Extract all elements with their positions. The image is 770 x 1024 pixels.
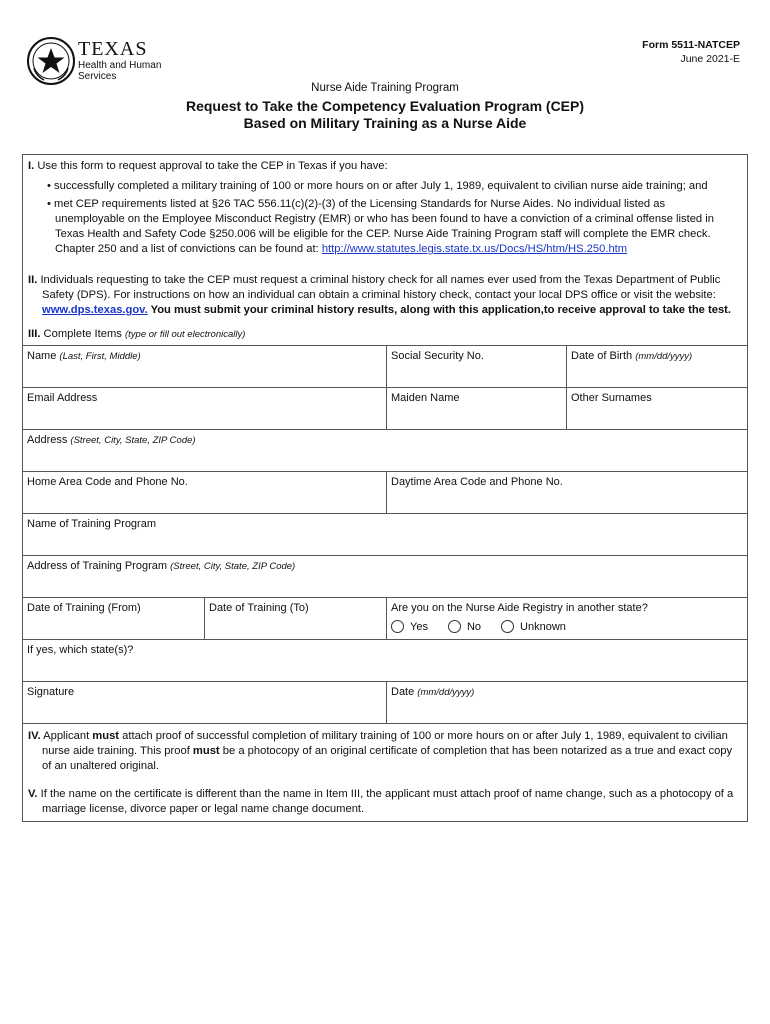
section-2-line-1: Individuals requesting to take the CEP must request a criminal history check for all names ever used from the Texas Department of Public: [40, 274, 721, 286]
address-hint: (Street, City, State, ZIP Code): [70, 435, 196, 446]
dob-label: Date of Birth: [571, 350, 636, 362]
radio-no[interactable]: [448, 620, 461, 633]
section-5-line-2: marriage license, divorce paper or legal name change document.: [42, 803, 365, 815]
section-4-number: IV.: [28, 730, 41, 742]
training-to-field[interactable]: [204, 598, 386, 639]
section-1-bullet-2: [47, 197, 739, 257]
fields-row-2: [23, 388, 747, 430]
address-label: Address: [27, 434, 71, 446]
radio-no-label: No: [466, 620, 482, 633]
radio-unknown[interactable]: [501, 620, 514, 633]
form-id: [642, 38, 740, 66]
section-4-line-3: of an unaltered original.: [42, 760, 159, 772]
section-4-must-1: must: [92, 730, 120, 742]
section-4-text-a: Applicant: [43, 730, 93, 742]
daytime-phone-field[interactable]: [386, 472, 747, 513]
section-5: [28, 787, 741, 817]
name-label: Name: [27, 350, 60, 362]
home-phone-label: Home Area Code and Phone No.: [27, 476, 188, 488]
section-5-line-1: If the name on the certificate is different than the name in Item III, the applicant must attach proof of name change, such as a photocopy of a: [40, 788, 734, 800]
training-program-address-hint: (Street, City, State, ZIP Code): [170, 561, 296, 572]
logo-line2: Health and Human: [78, 60, 162, 71]
hhs-logo: [26, 36, 166, 86]
section-4-text-b: attach proof of successful completion of military training of 100 or more hours on or after July 1, 1989, equivalent to civilian: [119, 730, 728, 742]
section-2-line-3: [28, 303, 741, 318]
section-4-text-d: be a photocopy of an original certificate of completion that has been notarized as a true and exact copy: [219, 745, 733, 757]
section-4-text-c: nurse aide training. This proof: [42, 745, 193, 757]
fields-row-1: [23, 346, 747, 388]
bullet-2-line-2: unemployable on the Employee Misconduct Registry (EMR) or who has been found to have a conviction of a criminal offense listed in: [55, 213, 714, 225]
fields-row-7: [23, 598, 747, 640]
signature-date-field[interactable]: [386, 682, 747, 723]
radio-yes-label: Yes: [410, 620, 428, 633]
dob-field[interactable]: [566, 346, 747, 387]
registry-question-label: Are you on the Nurse Aide Registry in another state?: [391, 602, 648, 614]
radio-yes[interactable]: [391, 620, 404, 633]
bullet-2-line-3: Texas Health and Safety Code §250.006 will be eligible for the CEP. Nurse Aide Training Program staff will complete the EMR check.: [55, 228, 711, 240]
section-2: [28, 273, 741, 318]
section-3-text: Complete Items: [43, 328, 125, 340]
bullet-2-line-4-text: Chapter 250 and a list of convictions can be found at:: [55, 243, 322, 255]
signature-label: Signature: [27, 686, 75, 698]
section-5-number: V.: [28, 788, 38, 800]
email-label: Email Address: [27, 392, 98, 404]
section-2-number: II.: [28, 274, 38, 286]
logo-texas: TEXAS: [78, 38, 148, 60]
signature-date-hint: (mm/dd/yyyy): [417, 687, 475, 698]
address-field[interactable]: [23, 430, 747, 471]
title-line2: Based on Military Training as a Nurse Aide: [243, 115, 527, 131]
section-3-heading: [28, 327, 741, 342]
section-3-number: III.: [28, 328, 41, 340]
form-date: June 2021-E: [680, 53, 740, 65]
fields-row-6: [23, 556, 747, 598]
bullet-2-line-4: [47, 242, 739, 257]
section-1-intro: [28, 159, 741, 174]
section-4-line-1: [28, 730, 728, 742]
training-from-field[interactable]: [23, 598, 204, 639]
section-1-bullet-1: • successfully completed a military training of 100 or more hours on or after July 1, 1989, equivalent to civilian nurse aide training; and: [47, 180, 708, 192]
statutes-link[interactable]: http://www.statutes.legis.state.tx.us/Docs/HS/htm/HS.250.htm: [321, 243, 628, 255]
training-program-address-field[interactable]: [23, 556, 747, 597]
training-program-name-label: Name of Training Program: [27, 518, 156, 530]
program-name: Nurse Aide Training Program: [311, 82, 459, 94]
daytime-phone-label: Daytime Area Code and Phone No.: [391, 476, 563, 488]
section-4-must-2: must: [192, 745, 220, 757]
logo-line3: Services: [78, 71, 117, 82]
application-fields-grid: [23, 345, 747, 698]
training-to-label: Date of Training (To): [209, 602, 309, 614]
registry-question: [386, 598, 747, 639]
form-box: [22, 154, 748, 822]
name-hint: (Last, First, Middle): [59, 351, 141, 362]
other-states-label: If yes, which state(s)?: [27, 644, 134, 656]
other-states-field[interactable]: [23, 640, 747, 681]
section-3-hint: (type or fill out electronically): [125, 329, 246, 340]
fields-row-9: [23, 682, 747, 724]
signature-date-label: Date: [391, 686, 418, 698]
section-4: [28, 729, 741, 774]
section-1-text: Use this form to request approval to take the CEP in Texas if you have:: [37, 160, 388, 172]
ssn-field[interactable]: [386, 346, 566, 387]
dps-link[interactable]: www.dps.texas.gov.: [42, 304, 148, 316]
fields-row-3: [23, 430, 747, 472]
page-title: [0, 98, 770, 132]
signature-field[interactable]: [23, 682, 386, 723]
texas-seal-icon: [26, 36, 76, 86]
section-2-bold-text: You must submit your criminal history results, along with this application,to receive approval to take the test.: [147, 304, 732, 316]
bullet-2-line-1: • met CEP requirements listed at §26 TAC 556.11(c)(2)-(3) of the Licensing Standards for Nurse Aides. No individual listed as: [47, 198, 666, 210]
ssn-label: Social Security No.: [391, 350, 484, 362]
section-4-line-2: [28, 744, 741, 759]
section-2-line-2: Safety (DPS). For instructions on how an individual can obtain a criminal history check, contact your local DPS office or visit the website:: [42, 289, 716, 301]
email-field[interactable]: [23, 388, 386, 429]
other-surnames-field[interactable]: [566, 388, 747, 429]
training-program-address-label: Address of Training Program: [27, 560, 171, 572]
name-field[interactable]: [23, 346, 386, 387]
fields-row-8: [23, 640, 747, 682]
form-number: Form 5511-NATCEP: [642, 39, 740, 51]
maiden-label: Maiden Name: [391, 392, 460, 404]
radio-unknown-label: Unknown: [520, 620, 566, 633]
registry-radio-group: [391, 620, 586, 633]
other-surnames-label: Other Surnames: [571, 392, 652, 404]
maiden-name-field[interactable]: [386, 388, 566, 429]
dob-hint: (mm/dd/yyyy): [635, 351, 693, 362]
home-phone-field[interactable]: [23, 472, 386, 513]
fields-row-4: [23, 472, 747, 514]
training-from-label: Date of Training (From): [27, 602, 141, 614]
title-line1: Request to Take the Competency Evaluation Program (CEP): [185, 98, 585, 114]
fields-row-5: [23, 514, 747, 556]
training-program-name-field[interactable]: [23, 514, 747, 555]
section-1-number: I.: [28, 160, 35, 172]
